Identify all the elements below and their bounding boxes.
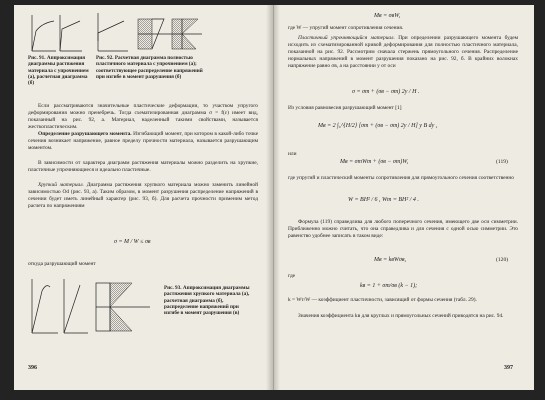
paragraph-r3: Из условия равновесия разрушающий момент [1] <box>288 105 402 111</box>
figure-91-caption: Рис. 91. Аппроксимация диаграммы растяжения материала с упрочнением (а), расчетная диаграмма (б) <box>28 55 89 87</box>
paragraph-r5: где упругий и пластический моменты сопротивления для прямоугольного сечения соответственно <box>288 175 514 181</box>
paragraph-r1: где W — упругий момент сопротивления сечения. <box>288 25 404 31</box>
figure-93-caption: Рис. 93. Аппроксимация диаграммы растяжения хрупкого материала (а), расчетная диаграмма (б), распределение напряжений при изгибе в момент разрушения (в) <box>164 285 250 317</box>
page-number-right: 397 <box>504 365 513 371</box>
left-page <box>14 5 274 390</box>
formula-kv-def: kв = 1 + σт/σв (k − 1); <box>360 283 418 289</box>
paragraph-r8: k = Wт/W — коэффициент пластичности, зависящий от формы сечения (табл. 29). <box>288 297 477 303</box>
formula-moments-of-resistance: W = BH² / 6 , Wт = BH² / 4 . <box>348 197 419 203</box>
paragraph-r6: Формула (119) справедлива для любого поперечного сечения, имеющего две оси симметрии. Приближенно можно считать, что она справедлива и для сечения с одной осью симметрии. Это равенство удобнее записать в таком виде: <box>288 219 518 239</box>
paragraph-2 <box>28 131 258 152</box>
formula-mv: Mв = σвW, <box>374 13 401 19</box>
figure-91-drawing <box>28 13 84 53</box>
paragraph-4 <box>28 182 258 210</box>
heading-plastic-material: Пластичный упрочняющийся материал. <box>298 35 395 41</box>
right-page <box>274 5 534 390</box>
equation-number-120: (120) <box>496 257 509 263</box>
equation-number-119: (119) <box>496 159 508 165</box>
heading-bending-moment: Определение разрушающего момента. <box>38 131 132 137</box>
book-spread <box>14 5 534 390</box>
formula-mv-sum: Mв = σтWт + (σв − σт)W, <box>340 159 409 165</box>
formula-stress: σ = M / W ≤ σв <box>114 239 151 245</box>
paragraph-r4: или <box>288 151 297 157</box>
formula-sigma: σ = σт + (σв − σт) 2y / H . <box>352 89 420 95</box>
paragraph-2-text: Изгибающий момент, при котором в какой-либо точке сечения возникает напряжение, равное пределу прочности материала, называется разрушающим моментом. <box>28 131 259 151</box>
page-number-left: 396 <box>28 365 37 371</box>
formula-kv: Mв = kвWσв, <box>374 257 406 263</box>
paragraph-r2 <box>288 35 518 70</box>
paragraph-r7: где <box>288 273 296 279</box>
figure-92-drawing <box>94 11 204 53</box>
paragraph-r2-text: При определении разрушающего момента будем исходить из схематизированной кривой деформирования для полностью пластичного материала, показанной на рис. 92. Рассмотрим сначала стержень прямоугольного сечения. Распределение нормальных напряжений в момент разрушения показано на рис. 92, б. В крайних волокнах напряжение равно σв, а на расстоянии y от оси <box>288 35 519 69</box>
paragraph-r9: Значения коэффициента kв для круглых и прямоугольных сечений приводятся на рис. 94. <box>298 313 504 319</box>
paragraph-4-text: Диаграмма растяжения хрупкого материала можно заменить линейной зависимостью Оd (рис. 93, а). Таким образом, в момент разрушения распределение напряжений в сечении будет иметь линейный характер (рис. 93, б). Для расчета прочности применим метод расчета по напряжениям <box>28 182 258 209</box>
figure-92-caption: Рис. 92. Расчетная диаграмма полностью пластичного материала с упрочнением (а); соответствующее распределение напряжений при изгибе в момент разрушения (б) <box>96 55 203 80</box>
figure-93-drawing <box>28 275 156 337</box>
paragraph-5: откуда разрушающий момент <box>28 261 96 267</box>
paragraph-3: В зависимости от характера диаграмм растяжения материалы можно разделить на хрупкие, пластичные упрочняющиеся и идеально пластичные. <box>28 160 258 173</box>
paragraph-1: Если рассматриваются значительные пластические деформации, то участком упругого деформирования можно пренебречь. Тогда схематизированная диаграмма σ = f(ε) имеет вид, показанный на рис. 92, а. Материал, наделенный такими свойствами, называется жесткопластическим. <box>28 103 258 130</box>
formula-integral: Mв = 2 ∫₀^{H/2} [σт + (σв − σт) 2y / H] y B dy , <box>318 123 438 129</box>
heading-brittle-material: Хрупкий материал. <box>38 182 84 188</box>
